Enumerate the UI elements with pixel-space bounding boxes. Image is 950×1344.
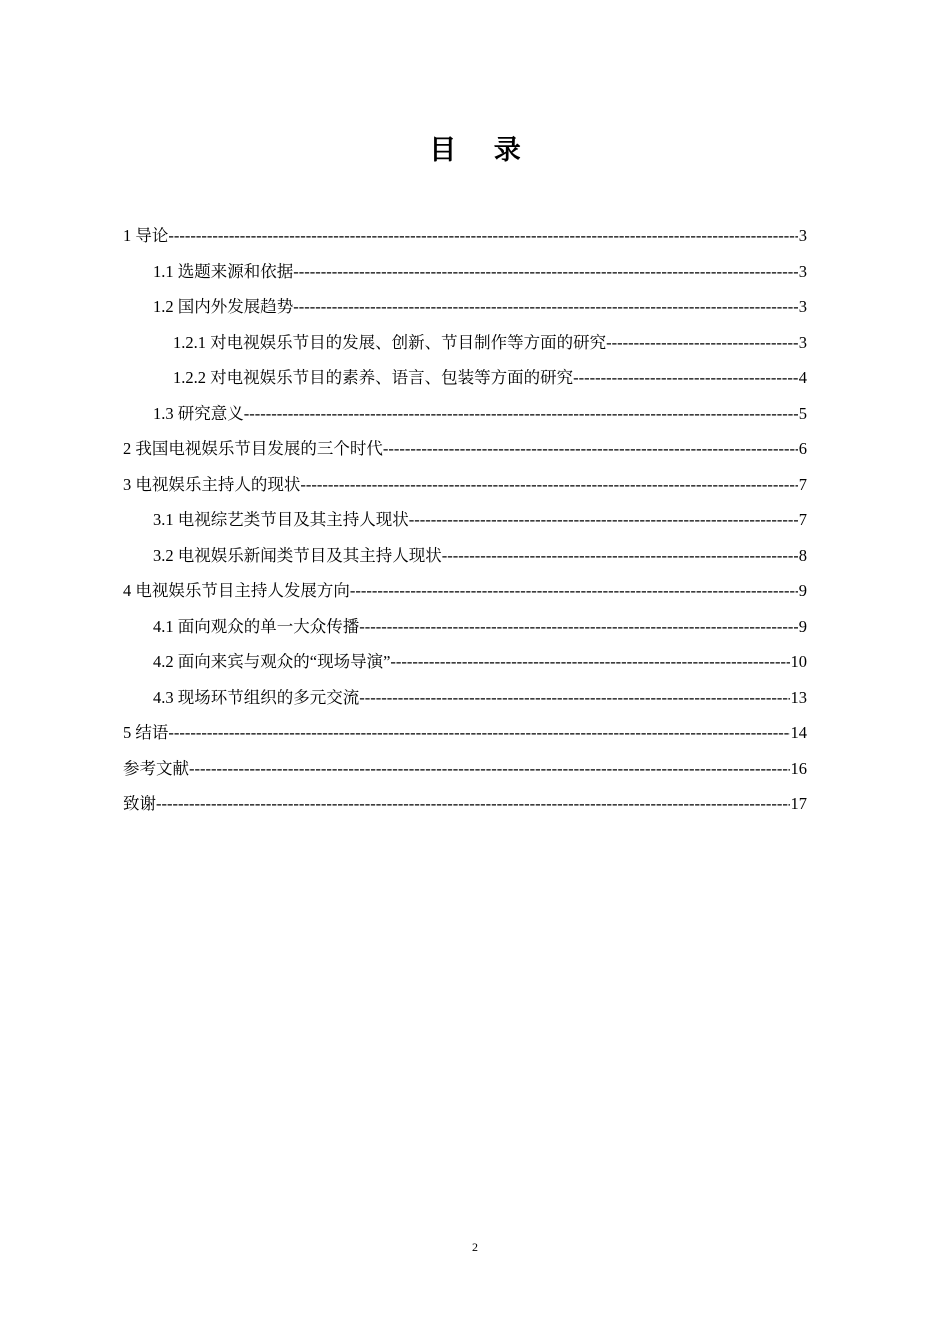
toc-entry[interactable]: [123, 573, 807, 609]
toc-entry-page: 3: [798, 297, 807, 316]
toc-entry-label: 2 我国电视娱乐节目发展的三个时代: [123, 439, 383, 458]
toc-entry[interactable]: [123, 786, 807, 822]
toc-entry[interactable]: [123, 289, 807, 325]
toc-entry-page: 4: [798, 368, 807, 387]
toc-entry-page: 7: [798, 510, 807, 529]
page-number: 2: [472, 1240, 478, 1254]
toc-entry-page: 8: [798, 545, 807, 565]
toc-entry-label: 3.1 电视综艺类节目及其主持人现状: [153, 510, 409, 529]
toc-entry[interactable]: [123, 396, 807, 432]
toc-entry-page: 17: [790, 794, 807, 813]
toc-dot-leader: [189, 751, 790, 787]
toc-entry-page: 3: [798, 332, 807, 352]
toc-entry[interactable]: [123, 644, 807, 680]
toc-dot-leader: [168, 218, 797, 254]
toc-entry[interactable]: [123, 680, 807, 716]
toc-dot-leader: [573, 360, 798, 396]
toc-entry-label: 5 结语: [123, 723, 169, 742]
toc-dot-leader: [293, 254, 798, 290]
toc-entry-label: 4.1 面向观众的单一大众传播: [153, 616, 360, 636]
toc-entry-page: 16: [790, 758, 807, 778]
toc-entry-page: 7: [798, 474, 807, 494]
toc-entry-page: 3: [798, 226, 807, 245]
toc-dot-leader: [300, 467, 797, 503]
toc-dot-leader: [442, 538, 798, 574]
toc-entry-label: 4 电视娱乐节目主持人发展方向: [123, 581, 350, 600]
toc-entry-label: 致谢: [123, 794, 156, 813]
toc-entry-page: 10: [790, 652, 807, 671]
toc-entry-label: 3.2 电视娱乐新闻类节目及其主持人现状: [153, 545, 442, 565]
toc-dot-leader: [293, 289, 798, 325]
toc-entry[interactable]: [123, 325, 807, 361]
toc-entry-label: 1.1 选题来源和依据: [153, 261, 294, 281]
toc-entry-label: 4.3 现场环节组织的多元交流: [153, 687, 360, 707]
toc-entry[interactable]: [123, 715, 807, 751]
toc-dot-leader: [359, 609, 798, 645]
toc-dot-leader: [359, 680, 789, 716]
toc-entry-label: 1.2.2 对电视娱乐节目的素养、语言、包装等方面的研究: [173, 368, 574, 387]
toc-list: [123, 218, 807, 822]
toc-dot-leader: [350, 573, 798, 609]
toc-entry[interactable]: [123, 254, 807, 290]
toc-entry[interactable]: [123, 218, 807, 254]
toc-entry-page: 3: [798, 261, 807, 281]
toc-entry[interactable]: [123, 609, 807, 645]
toc-dot-leader: [168, 715, 789, 751]
toc-entry-label: 1.2 国内外发展趋势: [153, 297, 294, 316]
toc-dot-leader: [409, 502, 798, 538]
toc-entry-page: 6: [798, 439, 807, 458]
toc-entry[interactable]: [123, 360, 807, 396]
toc-entry[interactable]: [123, 538, 807, 574]
toc-entry-page: 13: [790, 687, 807, 707]
toc-entry-label: 1 导论: [123, 226, 169, 245]
toc-entry[interactable]: [123, 467, 807, 503]
toc-entry-page: 5: [798, 403, 807, 423]
toc-dot-leader: [606, 325, 798, 361]
toc-dot-leader: [244, 396, 798, 432]
toc-entry[interactable]: [123, 502, 807, 538]
toc-entry[interactable]: [123, 751, 807, 787]
toc-dot-leader: [383, 431, 798, 467]
toc-entry-page: 14: [790, 723, 807, 742]
toc-entry-label: 1.2.1 对电视娱乐节目的发展、创新、节目制作等方面的研究: [173, 332, 607, 352]
toc-dot-leader: [390, 644, 789, 680]
toc-entry-page: 9: [798, 581, 807, 600]
toc-dot-leader: [156, 786, 790, 822]
toc-entry[interactable]: [123, 431, 807, 467]
toc-entry-label: 1.3 研究意义: [153, 403, 244, 423]
toc-entry-label: 参考文献: [123, 758, 189, 778]
toc-entry-label: 3 电视娱乐主持人的现状: [123, 474, 301, 494]
toc-title: 目 录: [429, 135, 535, 166]
toc-entry-page: 9: [798, 616, 807, 636]
toc-entry-label: 4.2 面向来宾与观众的“现场导演”: [153, 652, 391, 671]
